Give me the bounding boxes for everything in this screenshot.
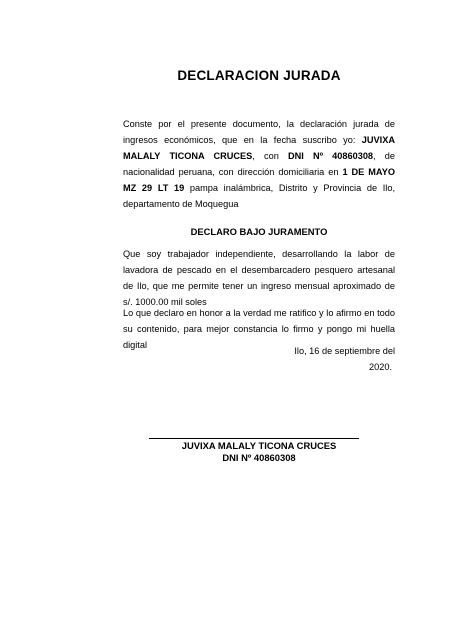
declarant-name: JUVIXA MALALY TICONA CRUCES <box>123 135 395 161</box>
date-line-2: 2020. <box>369 362 392 372</box>
declarant-address: 1 DE MAYO MZ 29 LT 19 <box>123 167 395 193</box>
declaration-paragraph: Que soy trabajador independiente, desarrollando la labor de lavadora de pescado en el desembarcadero pesquero artesanal de Ilo, que me permite tener un ingreso mensual aproximado de s/. 1000.00 mil soles <box>123 249 395 307</box>
date-line-1: Ilo, 16 de septiembre del <box>294 346 395 356</box>
intro-paragraph <box>123 116 395 212</box>
signature-dni: DNI Nº 40860308 <box>222 452 296 463</box>
intro-text-3: , de nacionalidad peruana, con dirección domiciliaria en <box>123 151 395 177</box>
signature-block <box>123 440 395 464</box>
signature-name: JUVIXA MALALY TICONA CRUCES <box>181 440 337 451</box>
section-subtitle: DECLARO BAJO JURAMENTO <box>190 226 328 237</box>
intro-text-1: Conste por el presente documento, la declaración jurada de ingresos económicos, que en la fecha suscribo yo: <box>123 119 395 145</box>
date-block <box>273 343 395 375</box>
intro-text-4: pampa inalámbrica, Distrito y Provincia de Ilo, departamento de Moquegua <box>123 183 395 209</box>
declarant-dni: DNI Nº 40860308 <box>288 151 374 161</box>
closing-paragraph: Lo que declaro en honor a la verdad me ratifico y lo afirmo en todo su contenido, para mejor constancia lo firmo y pongo mi huella digital <box>123 308 395 350</box>
intro-text-2: , con <box>252 151 288 161</box>
signature-line <box>149 438 359 439</box>
document-title: DECLARACION JURADA <box>177 68 341 83</box>
